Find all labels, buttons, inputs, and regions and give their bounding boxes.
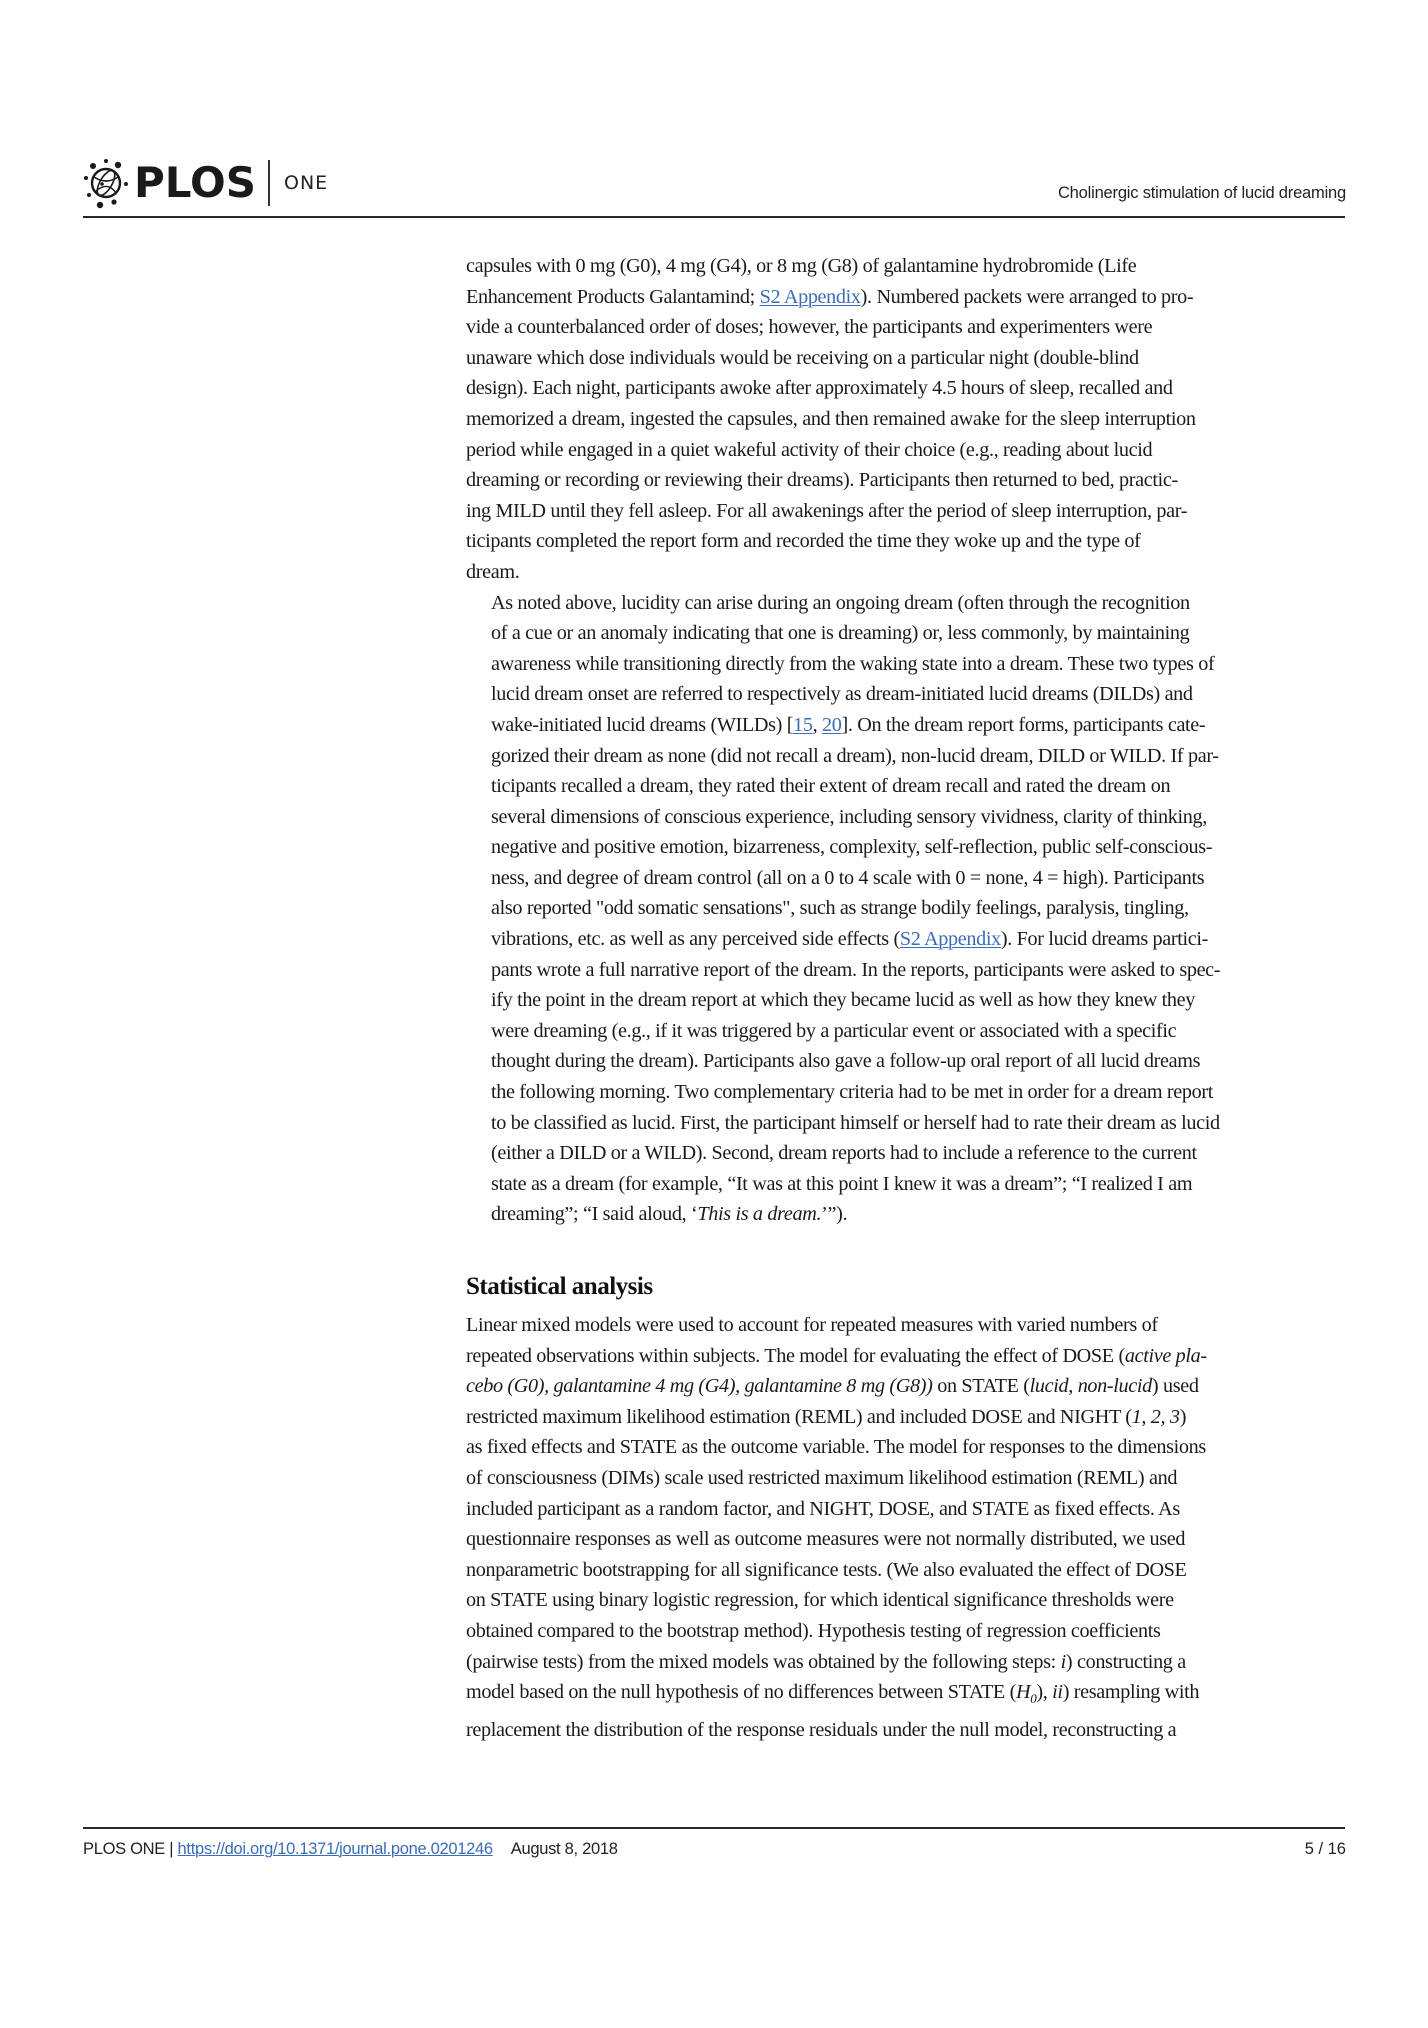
text-run: ) used: [1151, 1375, 1199, 1398]
text-run: negative and positive emotion, bizarreness, complexity, self-reflection, public self-conscious-: [491, 836, 1213, 859]
text-run: thought during the dream). Participants also gave a follow-up oral report of all lucid dreams: [491, 1050, 1201, 1073]
paragraph-lucidity-criteria: [466, 588, 1346, 1230]
text-line: [466, 863, 1346, 894]
text-run: ify the point in the dream report at which they became lucid as well as how they knew they: [491, 989, 1195, 1012]
text-line: [466, 404, 1346, 435]
italic-text: lucid: [1029, 1375, 1069, 1398]
text-run: As noted above, lucidity can arise during an ongoing dream (often through the recognition: [491, 591, 1190, 614]
text-line: [466, 802, 1346, 833]
text-run: obtained compared to the bootstrap method). Hypothesis testing of regression coefficients: [466, 1619, 1161, 1642]
italic-text: 1, 2, 3: [1131, 1405, 1180, 1428]
text-run: period while engaged in a quiet wakeful activity of their choice (e.g., reading about lucid: [466, 438, 1153, 461]
text-run: awareness while transitioning directly from the waking state into a dream. These two types of: [491, 652, 1215, 675]
text-line: [466, 1310, 1346, 1341]
text-run: vide a counterbalanced order of doses; however, the participants and experimenters were: [466, 316, 1153, 339]
text-line: [466, 1341, 1346, 1372]
text-run: model based on the null hypothesis of no differences between STATE (: [466, 1681, 1016, 1704]
text-run: vibrations, etc. as well as any perceived side effects (: [491, 928, 900, 951]
text-run: as fixed effects and STATE as the outcome variable. The model for responses to the dimensions: [466, 1436, 1206, 1459]
text-run: on STATE using binary logistic regression, for which identical significance thresholds were: [466, 1589, 1174, 1612]
text-line: [466, 373, 1346, 404]
text-line: [466, 343, 1346, 374]
plos-globe-icon: [80, 155, 132, 211]
text-run: replacement the distribution of the response residuals under the null model, reconstructing a: [466, 1718, 1177, 1741]
appendix-link[interactable]: S2 Appendix: [899, 928, 1001, 951]
text-run: (either a DILD or a WILD). Second, dream reports had to include a reference to the current: [491, 1142, 1197, 1165]
header-divider: [83, 216, 1345, 218]
text-line: [466, 832, 1346, 863]
appendix-link[interactable]: S2 Appendix: [759, 285, 861, 308]
text-line: [466, 1524, 1346, 1555]
section-heading-statistical-analysis: Statistical analysis: [466, 1273, 653, 1300]
text-line: [466, 1555, 1346, 1586]
text-line: [466, 1199, 1346, 1230]
text-run: restricted maximum likelihood estimation (REML) and included DOSE and NIGHT (: [466, 1405, 1132, 1428]
doi-link[interactable]: https://doi.org/10.1371/journal.pone.0201246: [177, 1840, 493, 1858]
text-line: [466, 771, 1346, 802]
text-line: [466, 1108, 1346, 1139]
text-run: repeated observations within subjects. The model for evaluating the effect of DOSE (: [466, 1344, 1125, 1367]
text-line: [466, 893, 1346, 924]
text-line: [466, 1371, 1346, 1402]
text-line: [466, 1077, 1346, 1108]
text-run: ness, and degree of dream control (all on a 0 to 4 scale with 0 = none, 4 = high). Participants: [491, 866, 1205, 889]
text-line: [466, 618, 1346, 649]
text-line: [466, 710, 1346, 741]
italic-text: cebo (G0), galantamine 4 mg (G4), galantamine 8 mg (G8)): [466, 1375, 933, 1398]
text-run: memorized a dream, ingested the capsules, and then remained awake for the sleep interruption: [466, 407, 1196, 430]
text-run: dreaming”; “I said aloud, ‘: [491, 1203, 698, 1226]
plos-one-logo: [80, 153, 328, 213]
text-run: ]. On the dream report forms, participants cate-: [841, 713, 1206, 736]
subscript-text: 0: [1030, 1691, 1037, 1707]
text-line: [466, 1402, 1346, 1433]
text-line: [466, 1616, 1346, 1647]
text-line: [466, 955, 1346, 986]
text-line: [466, 251, 1346, 282]
text-line: [466, 1138, 1346, 1169]
text-run: ing MILD until they fell asleep. For all awakenings after the period of sleep interruption, par-: [466, 499, 1188, 522]
text-run: dream.: [466, 560, 520, 583]
text-line: [466, 985, 1346, 1016]
text-run: several dimensions of conscious experience, including sensory vividness, clarity of thinking,: [491, 805, 1207, 828]
text-run: the following morning. Two complementary criteria had to be met in order for a dream report: [491, 1081, 1214, 1104]
text-line: [466, 924, 1346, 955]
text-line: [466, 649, 1346, 680]
page-number: 5 / 16: [1304, 1840, 1346, 1858]
text-run: were dreaming (e.g., if it was triggered by a particular event or associated with a specific: [491, 1019, 1177, 1042]
text-run: ticipants recalled a dream, they rated their extent of dream recall and rated the dream on: [491, 775, 1171, 798]
text-run: capsules with 0 mg (G0), 4 mg (G4), or 8 mg (G8) of galantamine hydrobromide (Life: [466, 255, 1137, 277]
text-line: [466, 465, 1346, 496]
text-run: lucid dream onset are referred to respectively as dream-initiated lucid dreams (DILDs) and: [491, 683, 1193, 706]
text-run: Enhancement Products Galantamind;: [466, 285, 760, 308]
text-line: [466, 1715, 1346, 1746]
text-run: Linear mixed models were used to account for repeated measures with varied numbers of: [466, 1314, 1158, 1336]
text-run: ). For lucid dreams partici-: [1000, 928, 1209, 951]
text-run: also reported "odd somatic sensations", such as strange bodily feelings, paralysis, tingling,: [491, 897, 1189, 920]
italic-text: H: [1015, 1681, 1031, 1704]
logo-divider: [268, 160, 270, 206]
italic-text: i: [1060, 1650, 1066, 1673]
italic-text: non-lucid: [1077, 1375, 1152, 1398]
text-run: of a cue or an anomaly indicating that one is dreaming) or, less commonly, by maintaining: [491, 622, 1190, 645]
italic-text: active pla-: [1124, 1344, 1207, 1367]
text-line: [466, 1016, 1346, 1047]
publication-date: August 8, 2018: [510, 1840, 618, 1858]
text-run: ). Numbered packets were arranged to pro-: [860, 285, 1194, 308]
text-run: on STATE (: [932, 1375, 1030, 1398]
text-line: [466, 741, 1346, 772]
text-line: [466, 1169, 1346, 1200]
text-line: [466, 312, 1346, 343]
text-line: [466, 557, 1346, 588]
paragraph-statistical-analysis: [466, 1310, 1346, 1745]
footer-journal: PLOS ONE |: [83, 1840, 178, 1858]
text-line: [466, 1463, 1346, 1494]
text-line: [466, 496, 1346, 527]
text-run: ),: [1036, 1681, 1053, 1704]
text-run: ) constructing a: [1065, 1650, 1186, 1673]
logo-plos-text: PLOS: [134, 158, 257, 207]
text-run: pants wrote a full narrative report of the dream. In the reports, participants were asked to spec-: [491, 958, 1221, 981]
text-run: gorized their dream as none (did not recall a dream), non-lucid dream, DILD or WILD. If par-: [491, 744, 1219, 767]
citation-link[interactable]: 20: [821, 713, 842, 736]
text-line: [466, 1677, 1346, 1715]
italic-text: ii: [1052, 1681, 1063, 1704]
text-run: questionnaire responses as well as outcome measures were not normally distributed, we used: [466, 1528, 1186, 1551]
text-line: [466, 1647, 1346, 1678]
text-line: [466, 679, 1346, 710]
text-run: wake-initiated lucid dreams (WILDs) [: [491, 713, 794, 736]
text-run: ): [1179, 1405, 1187, 1428]
text-run: of consciousness (DIMs) scale used restricted maximum likelihood estimation (REML) and: [466, 1466, 1178, 1489]
text-line: [466, 1494, 1346, 1525]
text-run: ’”).: [821, 1203, 848, 1226]
text-line: [466, 282, 1346, 313]
text-line: [466, 588, 1346, 619]
paragraph-methods-procedure: [466, 251, 1346, 588]
citation-link[interactable]: 15: [793, 713, 813, 736]
text-run: ,: [812, 713, 822, 736]
text-line: [466, 526, 1346, 557]
article-body: [466, 251, 1346, 1745]
text-run: ,: [1068, 1375, 1078, 1398]
logo-one-text: ONE: [284, 172, 329, 194]
text-run: (pairwise tests) from the mixed models was obtained by the following steps:: [466, 1650, 1061, 1673]
text-run: design). Each night, participants awoke after approximately 4.5 hours of sleep, recalled and: [466, 377, 1173, 400]
text-run: to be classified as lucid. First, the participant himself or herself had to rate their dream as lucid: [491, 1111, 1220, 1134]
running-title: Cholinergic stimulation of lucid dreaming: [1057, 184, 1346, 202]
text-line: [466, 1585, 1346, 1616]
italic-text: This is a dream.: [697, 1203, 822, 1226]
text-run: unaware which dose individuals would be receiving on a particular night (double-blind: [466, 346, 1139, 369]
text-line: [466, 1432, 1346, 1463]
text-run: ) resampling with: [1062, 1681, 1200, 1704]
text-line: [466, 435, 1346, 466]
text-run: nonparametric bootstrapping for all significance tests. (We also evaluated the effect of DOSE: [466, 1558, 1187, 1581]
text-line: [466, 1046, 1346, 1077]
text-run: ticipants completed the report form and recorded the time they woke up and the type of: [466, 530, 1141, 553]
text-run: state as a dream (for example, “It was at this point I knew it was a dream”; “I realized I am: [491, 1172, 1193, 1195]
footer-divider: [83, 1827, 1345, 1829]
footer-citation: [83, 1840, 618, 1859]
text-run: dreaming or recording or reviewing their dreams). Participants then returned to bed, practic-: [466, 469, 1178, 492]
text-run: included participant as a random factor, and NIGHT, DOSE, and STATE as fixed effects. As: [466, 1497, 1180, 1520]
